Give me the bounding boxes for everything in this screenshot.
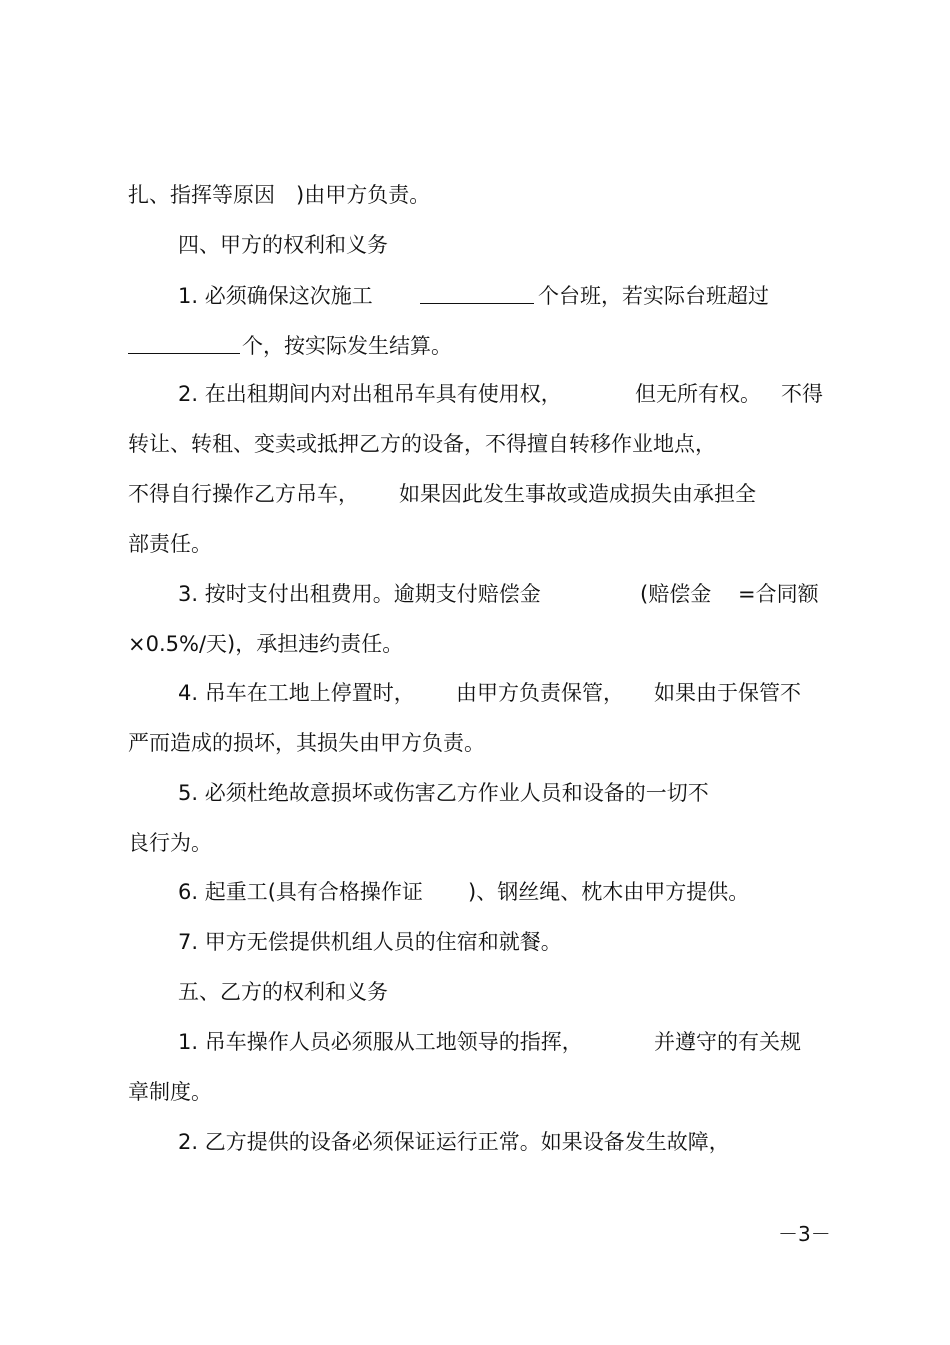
text-fragment: 5. 必须杜绝故意损坏或伤害乙方作业人员和设备的一切不 xyxy=(178,781,709,805)
text-line xyxy=(0,579,950,609)
text-line xyxy=(0,927,950,957)
text-fragment: 如果由于保管不 xyxy=(654,681,801,705)
blank-field xyxy=(420,281,534,311)
text-line xyxy=(0,479,950,509)
text-line xyxy=(0,1027,950,1057)
heading-text: 四、甲方的权利和义务 xyxy=(178,233,388,257)
text-fragment: 2. 在出租期间内对出租吊车具有使用权， xyxy=(178,382,562,406)
text-fragment: =合同额 xyxy=(738,582,819,606)
heading-text: 五、乙方的权利和义务 xyxy=(178,980,388,1004)
text-fragment: 3. 按时支付出租费用。逾期支付赔偿金 xyxy=(178,582,541,606)
text-fragment: 部责任。 xyxy=(128,532,212,556)
text-fragment: 2. 乙方提供的设备必须保证运行正常。如果设备发生故障， xyxy=(178,1130,730,1154)
text-fragment: 章制度。 xyxy=(128,1080,212,1104)
text-line xyxy=(0,1077,950,1107)
text-line xyxy=(0,379,950,409)
text-fragment: )、钢丝绳、枕木由甲方提供。 xyxy=(468,880,750,904)
text-fragment: 1. 吊车操作人员必须服从工地领导的指挥， xyxy=(178,1030,583,1054)
text-fragment: )由甲方负责。 xyxy=(296,183,431,207)
text-fragment: 并遵守的有关规 xyxy=(654,1030,801,1054)
text-line xyxy=(0,180,950,210)
text-fragment: 个，按实际发生结算。 xyxy=(242,334,452,358)
text-line xyxy=(0,331,950,361)
section-heading xyxy=(0,977,950,1007)
text-fragment: 良行为。 xyxy=(128,831,212,855)
text-fragment: 6. 起重工(具有合格操作证 xyxy=(178,880,423,904)
text-fragment: 但无所有权。 xyxy=(635,382,761,406)
text-line xyxy=(0,778,950,808)
text-fragment: 7. 甲方无偿提供机组人员的住宿和就餐。 xyxy=(178,930,562,954)
text-fragment: 不得自行操作乙方吊车， xyxy=(128,482,359,506)
text-fragment: 1. 必须确保这次施工 xyxy=(178,284,373,308)
text-fragment: 如果因此发生事故或造成损失由承担全 xyxy=(399,482,756,506)
text-line xyxy=(0,1127,950,1157)
page-number: －3－ xyxy=(778,1222,831,1246)
text-line xyxy=(0,429,950,459)
text-fragment: 转让、转租、变卖或抵押乙方的设备，不得擅自转移作业地点， xyxy=(128,432,716,456)
text-fragment: (赔偿金 xyxy=(640,582,712,606)
text-fragment: 个台班，若实际台班超过 xyxy=(538,284,769,308)
text-line xyxy=(0,629,950,659)
text-fragment: 4. 吊车在工地上停置时， xyxy=(178,681,415,705)
text-fragment: 不得 xyxy=(781,382,823,406)
text-fragment: 严而造成的损坏，其损失由甲方负责。 xyxy=(128,731,485,755)
text-line xyxy=(0,281,950,311)
section-heading xyxy=(0,230,950,260)
text-line xyxy=(0,877,950,907)
text-fragment: ×0.5%/天)，承担违约责任。 xyxy=(128,632,404,656)
text-line xyxy=(0,529,950,559)
text-fragment: 由甲方负责保管， xyxy=(456,681,624,705)
text-fragment: 扎、指挥等原因 xyxy=(128,183,275,207)
text-line xyxy=(0,678,950,708)
blank-field xyxy=(128,331,240,361)
text-line xyxy=(0,728,950,758)
text-line xyxy=(0,828,950,858)
